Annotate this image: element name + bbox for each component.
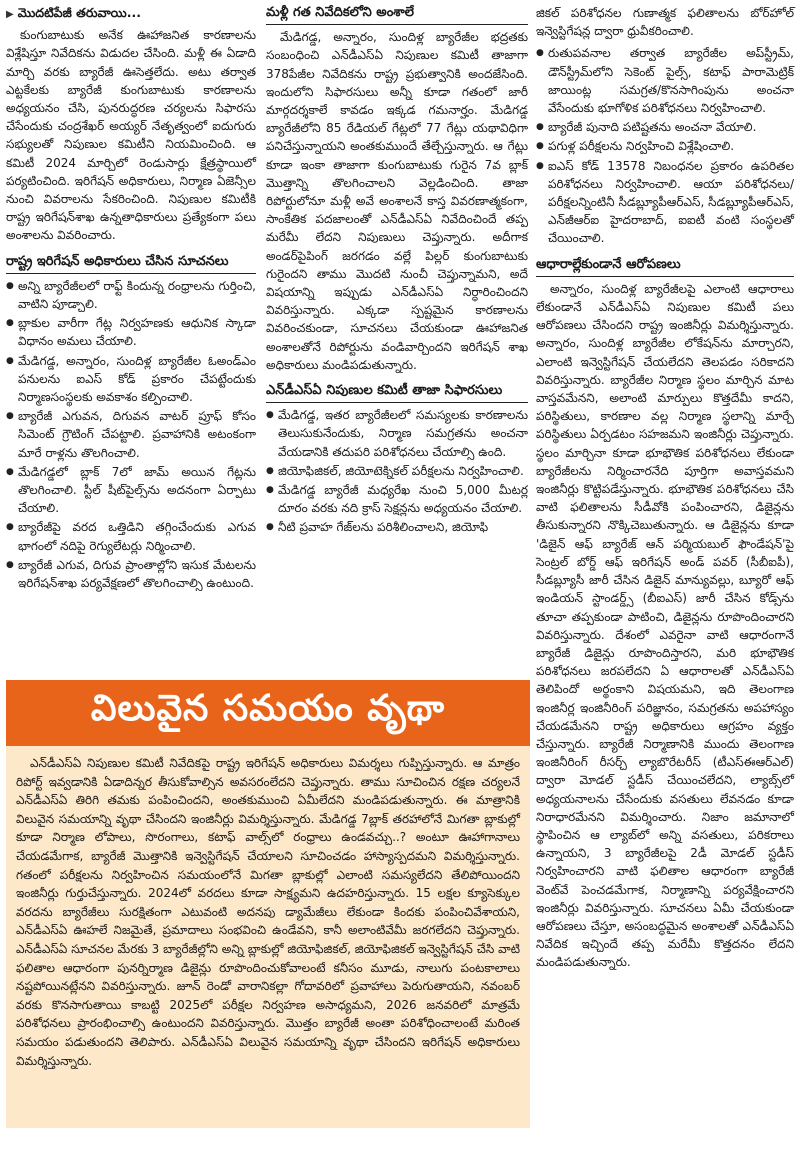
highlight-title: విలువైన సమయం వృథా: [90, 688, 446, 729]
highlight-banner: [6, 680, 530, 746]
list-item: ● మేడిగడ్డ బ్యారేజీ మధ్యరేఖ నుంచి 5,000 మీటర్ల దూరం వరకు నది క్రాస్ సెక్షన్లను అధ్యయనం చేయాలి.: [266, 481, 528, 517]
list-item: ● ఐఎస్ కోడ్ 13578 నిబంధనల ప్రకారం ఉపరితల పరిశోధనలు నిర్వహించాలి. ఆయా పరిశోధనలు/పరీక్షలన్నింటినీ సీడబ్ల్యూపీఆర్ఎస్, సీడబ్ల్యూపీఆర్ఎస్, ఎన్‌జీఆర్ఐ హైదరాబాద్, ఐఐటీ వంటి సంస్థలతో చేయించాలి.: [536, 157, 794, 248]
previous-report-paragraph: మేడిగడ్డ, అన్నారం, సుందిళ్ల బ్యారేజీల భద్రతకు సంబంధించి ఎన్‌డీఎస్‌ఏ నిపుణుల కమిటీ తాజాగా 378పేజీల నివేదికను రాష్ట్ర ప్రభుత్వానికి అందజేసింది. ఇందులోని సిఫారసులు అన్నీ కూడా గతంలో జారీ మార్గదర్శకాలే కావడం ఇక్కడ గమనార్హం. మేడిగడ్డ బ్యారేజీలోని 85 రేడియల్ గేట్లలో 77 గేట్లు యథావిధిగా పనిచేస్తున్నాయని అంతకుముందే తేల్చేస్తున్నారు. ఆ గేట్లు కూడా ఇంకా తాజాగా కుంగుబాటుకు గురైన 7వ బ్లాక్ మొత్తాన్ని తొలగించాలని వెల్లడించింది. తాజా రిపోర్టులోనూ మళ్లీ అవే అంశాలనే కాస్త వివరణాత్మకంగా, సాంకేతిక పదజాలంతో ఎన్‌డీఎస్‌ఏ నివేదించిందే తప్ప మరేమీ లేదని నిపుణులు చెప్తున్నారు. అదీగాక అండర్‌పైపింగ్ జరగడం వల్లే పిల్లర్ కుంగుబాటుకు గురైందని తాము మొదటి నుంచీ చెప్తున్నామని, అదే విషయాన్ని ఇప్పుడు ఎన్‌డీఎస్‌ఏ నిర్ధారించిందని వివరిస్తున్నారు. ఎక్కడా స్పష్టమైన కారణాలను వివరించకుండా, సూచనలు చేయకుండా ఊహాజనిత అంశాలతోనే రిపోర్టును వండివార్చిందని ఇరిగేషన్ శాఖ అధికారులు మండిపడుతున్నారు.: [266, 30, 528, 372]
list-item: ● బ్యారేజీపై వరద ఒత్తిడిని తగ్గించేందుకు ఎగువ భాగంలో నదిపై రెగ్యులేటర్లు నిర్మించాలి.: [6, 518, 256, 554]
section-heading-ndsa-recommendations: ఎన్‌డీఎస్‌ఏ నిపుణుల కమిటీ తాజా సిఫారసులు: [266, 382, 528, 403]
section-heading-previous-report: మళ్లీ గత నివేదికలోని అంశాలే: [266, 4, 528, 25]
intro-paragraph: కుంగుబాటుకు అనేక ఊహాజనిత కారణాలను విశ్లేషిస్తూ నివేదికను విడుదల చేసింది. మళ్లీ ఈ ఏడాది మార్చి వరకు బ్యారేజీ ఊసెత్తలేదు. అటు తర్వాత ఎట్టకేలకు బ్యారేజీ కుంగుబాటుకు కారణాలను అధ్యయనం చేసి, పునరుద్ధరణ చర్యలను సిఫారసు చేసేందుకు చంద్రశేఖర్ అయ్యర్ నేతృత్వంలో ఐదుగురు సభ్యులతో నిపుణుల కమిటీని నియమించింది. ఆ కమిటీ 2024 మార్చిలో రెండుసార్లు క్షేత్రస్థాయిలో పర్యటించింది. ఇరిగేషన్ అధికారులు, నిర్మాణ ఏజెన్సీల నుంచి వివరాలను సేకరించింది. నిపుణుల కమిటీకి రాష్ట్ర ఇరిగేషన్‌శాఖ ఉన్నతాధికారులు ప్రత్యేకంగా పలు అంశాలను వివరించారు.: [6, 28, 256, 243]
list-item: ● జియోఫిజికల్, జియోటెక్నికల్ పరీక్షలను నిర్వహించాలి.: [266, 462, 528, 480]
suggestions-list: [6, 277, 256, 592]
column-left: [6, 4, 256, 593]
allegations-paragraph: అన్నారం, సుందిళ్ల బ్యారేజీలపై ఎలాంటి ఆధారాలు లేకుండానే ఎన్‌డీఎస్‌ఏ నిపుణుల కమిటీ పలు ఆరోపణలు చేసిందని రాష్ట్ర ఇంజినీర్లు విమర్శిస్తున్నారు. అన్నారం, సుందిళ్ల బ్యారేజీల లోకేషన్‌ను మార్చారని, ఎలాంటి ఇన్వెస్టిగేషన్ చేయలేదని తెలపడం సరికాదని వివరిస్తున్నారు. బ్యారేజీల నిర్మాణ స్థలం మార్చిన మాట వాస్తవమేనని, అలాంటి మార్పులు కొత్తదేమీ కాదని, పరిస్థితులు, కారణాల వల్ల నిర్మాణ స్థలాన్ని మార్చే పరిస్థితులు ఏర్పడటం సహజమని ఇంజినీర్లు చెప్తున్నారు. స్థలం మార్చినా కూడా భూభౌతిక పరిశోధనలు లేకుండా బ్యారేజీలను నిర్మించారనేది పూర్తిగా అవాస్తవమని ఇంజినీర్లు కొట్టిపడేస్తున్నారు. భూభౌతిక పరిశోధనలు చేసి వాటి ఫలితాలను సీడీవోకి పంపించారని, డిజైన్లను తీసుకున్నారని నొక్కిచెబుతున్నారు. ఆ డిజైన్లను కూడా 'డిజైన్ ఆఫ్ బ్యారేజ్ ఆన్ పర్మియబుల్ ఫౌండేషన్'పై సెంట్రల్ బోర్డ్ ఆఫ్ ఇరిగేషన్ అండ్ పవర్ (సీబీఐపీ), సీడబ్ల్యూసీ జారీ చేసిన డిజైన్ మాన్యువల్లు, బ్యూరో ఆఫ్ ఇండియన్ స్టాండర్డ్స్ (బీఐఎస్) జారీ చేసిన కోడ్స్‌ను తూచా తప్పకుండా పాటించి, డిజైన్లను రూపొందించారని వివరిస్తున్నారు. దేశంలో ఎవరైనా వాటి ఆధారంగానే బ్యారేజీ డిజైన్లు రూపొందిస్తారని, మరి భూభౌతిక పరిశోధనలు జరపలేదని ఏ ఆధారాలతో ఎన్‌డీఎస్‌ఏ తెలిపిందో అర్థంకాని విషయమని, ఇది తెలంగాణ ఇంజినీర్ల ఇంజినీరింగ్ పరిజ్ఞానం, సమగ్రతను అపహాస్యం చేయడమేనని రాష్ట్ర అధికారులు ఆగ్రహం వ్యక్తం చేస్తున్నారు. బ్యారేజీ నిర్మాణానికి ముందు తెలంగాణ ఇంజినీరింగ్ రీసర్చ్ ల్యాబొరేటరీస్ (టీఎస్ఈఆర్ఎల్) ద్వారా మోడల్ స్టడీస్ చేయించలేదని, ల్యాబ్స్‌లో అధ్యయనాలను చేసేందుకు వసతులు లేవనడం కూడా నిరాధారమేనని విమర్శించారు. నిజాం జమానాలో స్థాపించిన ఆ ల్యాబ్‌లో అన్ని వసతులు, పరికరాలు ఉన్నాయని, 3 బ్యారేజీలపై 2డీ మోడల్ స్టడీస్ నిర్వహించారని వాటి ఫలితాల ఆధారంగా బ్యారేజీ వెంట్‌వే పెంచడమేగాక, నిర్మాణాన్ని పర్యవేక్షించారని ఇంజినీర్లు వివరిస్తున్నారు. సూచనలు ఏమీ చేయకుండా ఆరోపణలు చేస్తూ, అసంబద్ధమైన అంశాలతో ఎన్‌డీఎస్‌ఏ నివేదిక ఇచ్చిందే తప్ప మరేమీ కొత్తదనం లేదని మండిపడుతున్నారు.: [536, 281, 794, 970]
list-item: ● రుతుపవనాల తర్వాత బ్యారేజీల అప్‌స్ట్రీమ్, డౌన్‌స్ట్రీమ్‌లోని సెకెంట్ పైల్స్, కటాఫ్ పారామెట్రిక్ జాయింట్ల సమగ్రత/కొనసాగింపును అంచనా వేసేందుకు భూగోళిక పరిశోధనలు నిర్వహించాలి.: [536, 44, 794, 117]
chevron-right-icon: ▶: [6, 9, 14, 20]
list-item: ● మేడిగడ్డలో బ్లాక్ 7లో జామ్ అయిన గేట్లను తొలగించాలి. స్టీల్ షీట్‌పైల్స్‌ను అదనంగా ఏర్పాటు చేయాలి.: [6, 463, 256, 518]
continued-paragraph: జికల్ పరిశోధనల గుణాత్మక ఫలితాలను బోర్‌హోల్ ఇన్వెస్టిగేషన్ల ద్వారా ధ్రువీకరించాలి.: [536, 6, 794, 39]
section-heading-officials-suggestions: రాష్ట్ర ఇరిగేషన్ అధికారులు చేసిన సూచనలు: [6, 253, 256, 274]
list-item: ● మేడిగడ్డ, అన్నారం, సుందిళ్ల బ్యారేజీల ఓఅండ్ఎం పనులను ఐఎస్ కోడ్ ప్రకారం చేపట్టేందుకు నిర్మాణసంస్థలకు అవకాశం కల్పించాలి.: [6, 352, 256, 407]
list-item: ● బ్యారేజీ ఎగువ, దిగువ ప్రాంతాల్లోని ఇసుక మేటలను ఇరిగేషన్‌శాఖ పర్యవేక్షణలో తొలగించాల్సి ఉంటుంది.: [6, 556, 256, 592]
list-item: ● పగుళ్ల పరీక్షలను నిర్వహించి విశ్లేషించాలి.: [536, 137, 794, 155]
column-middle: [266, 4, 528, 538]
highlight-paragraph: ఎన్‌డీఎస్‌ఏ నిపుణుల కమిటీ నివేదికపై రాష్ట్ర ఇరిగేషన్ అధికారులు విమర్శలు గుప్పిస్తున్నారు. ఆ మాత్రం రిపోర్ట్ ఇవ్వడానికి ఏడాదిన్నర తీసుకోవాల్సిన అవసరంలేదని చెప్తున్నారు. తాము సూచించిన రక్షణ చర్యలనే ఎన్‌డీఎస్‌ఏ తిరిగి తమకు పంపించిందని, అంతకుముంచి ఏమీలేదని మండిపడుతున్నారు. ఈ మాత్రానికి విలువైన సమయాన్ని వృథా చేసిందని ఇంజినీర్లు విమర్శిస్తున్నారు. మేడిగడ్డ 7బ్లాక్ తరహాలోనే మిగతా బ్లాకుల్లో కూడా నిర్మాణ లోపాలు, సొరంగాలు, కటాఫ్ వాల్స్‌లో రంధ్రాలు ఉండవచ్చు..? అంటూ ఊహాగానాలు చేయడమేగాక, బ్యారేజీ మొత్తానికి ఇన్వెస్టిగేషన్ చేయాలని సూచించడం హాస్యాస్పదమని విమర్శిస్తున్నారు. గతంలో పరీక్షలను నిర్వహించిన సమయంలోనే మిగతా బ్లాకుల్లో ఎలాంటి సమస్యలేదని తేలిపోయిందని ఇంజినీర్లు గుర్తుచేస్తున్నారు. 2024లో వరదలు కూడా సాక్ష్యమని ఉదహరిస్తున్నారు. 15 లక్షల క్యూసెక్కుల వరదను బ్యారేజీలు సురక్షితంగా ఎటువంటి అదనపు డ్యామేజీలు లేకుండా కిందకు పంపించివేశాయని, ఎన్‌డీఎస్‌ఏ ఊహలే నిజమైతే, ప్రమాదాలు సంభవించి ఉండేవని, కానీ అలాంటివేమీ జరగలేదని చెప్తున్నారు. ఎన్‌డీఎస్‌ఏ సూచనల మేరకు 3 బ్యారేజీల్లోని అన్ని బ్లాకుల్లో జియోఫిజికల్, జియోఫిజికల్ ఇన్వెస్టిగేషన్ చేసి వాటి ఫలితాల ఆధారంగా పునర్నిర్మాణ డిజైన్లు రూపొందించుకోవాలంటే కనీసం మూడు, నాలుగు పంటకాలాలు నష్టపోయినట్లేనని వివరిస్తున్నారు. జూన్ రెండో వారానికల్లా గోదావరిలో ప్రవాహాలు పెరుగుతాయని, నవంబర్ వరకు కొనసాగుతాయి కాబట్టి 2025లో పరీక్షల నిర్వహణ అసాధ్యమని, 2026 జనవరిలో మాత్రమే పరిశోధనలు ప్రారంభించాల్సి ఉంటుందని వివరిస్తున్నారు. మొత్తం బ్యారేజీ అంతా పరిశోధించాలంటే మరింత సమయం పడుతుందని తెలిపారు. ఎన్‌డీఎస్‌ఏ విలువైన సమయాన్ని వృథా చేసిందని ఇరిగేషన్ అధికారులు విమర్శిస్తున్నారు.: [16, 756, 520, 1068]
continued-text: మొదటిపేజీ తరువాయి...: [17, 5, 141, 20]
list-item: ● బ్లాకుల వారీగా గేట్ల నిర్వహణకు ఆధునిక స్కాడా విధానం అమలు చేయాలి.: [6, 314, 256, 350]
column-right: [536, 4, 794, 976]
list-item: ● బ్యారేజీ పునాది పటిష్టతను అంచనా వేయాలి.: [536, 118, 794, 136]
section-heading-baseless-allegations: ఆధారాల్లేకుండానే ఆరోపణలు: [536, 256, 794, 277]
recommendations-list: [266, 406, 528, 536]
list-item: ● బ్యారేజీ ఎగువన, దిగువన వాటర్ ప్రూఫ్ కోసం సిమెంట్ గ్రౌటింగ్ చేపట్టాలి. ప్రవాహానికి అటంకంగా మారే రాళ్లను తొలగించాలి.: [6, 407, 256, 462]
list-item: ● అన్ని బ్యారేజీలలో రాఫ్ట్ కిందున్న రంధ్రాలను గుర్తించి, వాటిని పూడ్చాలి.: [6, 277, 256, 313]
list-item: ● మేడిగడ్డ, ఇతర బ్యారేజీలలో సమస్యలకు కారణాలను తెలుసుకునేందుకు, నిర్మాణ సమగ్రతను అంచనా వేయడానికి తదుపరి పరిశోధనలు చేయాల్సి ఉంది.: [266, 406, 528, 461]
continued-label: [6, 4, 256, 24]
highlight-box: [6, 680, 530, 1128]
recommendations-list-continued: [536, 44, 794, 247]
list-item: ● నీటి ప్రవాహ గేజ్‌లను పరిశీలించాలని, జియోఫి: [266, 518, 528, 536]
highlight-body: [6, 746, 530, 1070]
